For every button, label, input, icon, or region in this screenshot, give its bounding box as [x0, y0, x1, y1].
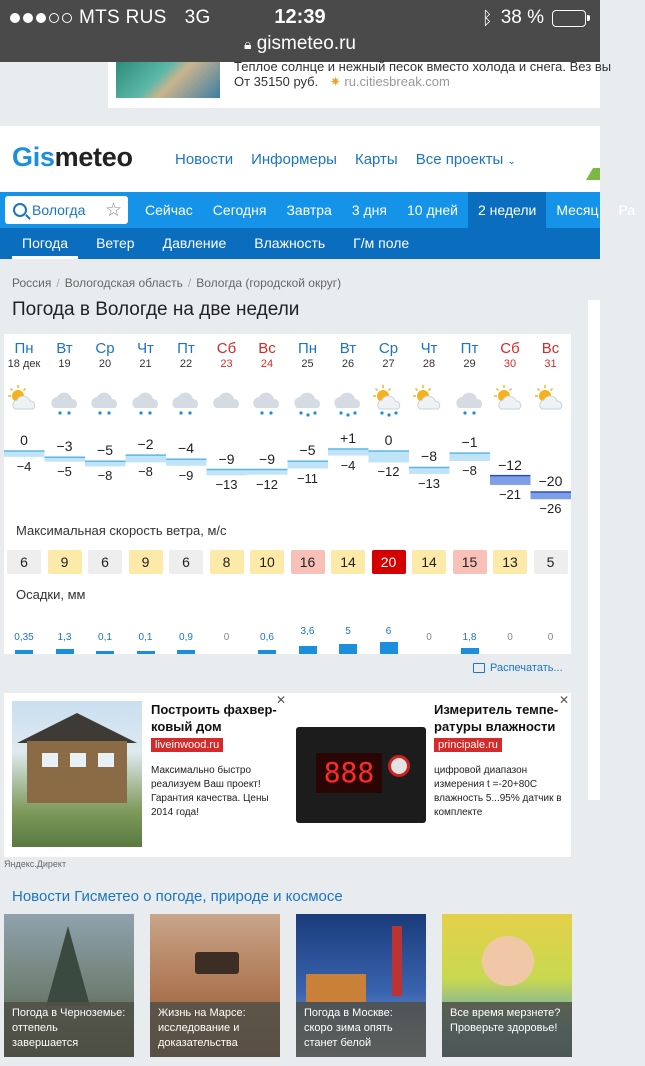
subtab-wind[interactable]: Ветер — [96, 235, 135, 251]
day-name: Вт — [339, 340, 357, 357]
day-date: 20 — [98, 358, 112, 370]
url-text: gismeteo.ru — [256, 33, 356, 54]
day-column — [450, 340, 490, 370]
temp-max: +1 — [340, 430, 356, 446]
status-bar — [0, 0, 600, 62]
temp-max: −9 — [218, 450, 235, 467]
day-date: 22 — [179, 358, 193, 370]
breadcrumb: Россия / Вологодская область / Вологда (городской округ) — [12, 276, 342, 290]
breadcrumb-region[interactable]: Вологодская область — [64, 276, 183, 290]
day-date: 25 — [301, 358, 314, 370]
day-column — [85, 340, 125, 370]
wind-speed: 14 — [331, 550, 365, 574]
temp-min: −21 — [498, 486, 522, 502]
precip-bar — [380, 642, 398, 654]
precip-bar — [15, 650, 33, 654]
network-type: 3G — [184, 7, 211, 28]
tab-tomorrow[interactable]: Завтра — [286, 202, 332, 218]
temp-min: −13 — [215, 477, 238, 493]
precip-section-label: Осадки, мм — [16, 587, 86, 602]
tab-3-days[interactable]: 3 дня — [351, 202, 387, 218]
day-date: 31 — [544, 358, 557, 370]
temp-band — [85, 461, 126, 466]
yandex-direct-label[interactable]: Яндекс.Директ — [4, 859, 67, 869]
temp-band — [126, 455, 167, 462]
print-link[interactable] — [473, 662, 563, 674]
precip-bar — [56, 649, 74, 654]
search-input[interactable]: Вологда — [32, 202, 86, 218]
temp-band — [166, 459, 207, 466]
sun-cloud-icon — [531, 384, 571, 418]
temp-min: −8 — [462, 463, 477, 478]
day-name: Пт — [177, 340, 195, 357]
day-name: Чт — [420, 340, 438, 357]
nav-all-projects-label: Все проекты — [415, 151, 504, 168]
day-column — [531, 340, 571, 370]
print-label: Распечатать... — [490, 662, 563, 674]
news-heading[interactable]: Новости Гисметео о погоде, природе и космосе — [12, 888, 343, 905]
wind-speed: 20 — [372, 550, 406, 574]
tab-more[interactable]: Ра — [618, 202, 636, 218]
nav-all-projects[interactable] — [416, 151, 516, 168]
wind-speed: 13 — [493, 550, 527, 574]
temp-min: −26 — [539, 501, 562, 517]
nav-informers[interactable]: Информеры — [251, 151, 337, 168]
ad-source-text: ru.citiesbreak.com — [344, 74, 450, 89]
forecast-panel — [4, 334, 571, 654]
precip-value: 0 — [426, 632, 432, 643]
subtab-geomagnetic[interactable]: Г/м поле — [353, 235, 410, 251]
precip-bar — [177, 650, 195, 654]
house-ad-image[interactable] — [12, 701, 142, 847]
heavy-snow-icon — [328, 384, 368, 418]
wind-speed: 8 — [210, 550, 244, 574]
wind-speed: 15 — [453, 550, 487, 574]
city-search[interactable] — [5, 196, 128, 224]
wind-speed: 6 — [88, 550, 122, 574]
temp-band — [490, 476, 531, 485]
favorite-star-icon[interactable]: ☆ — [104, 199, 122, 221]
precip-value: 0 — [507, 632, 513, 643]
temp-max: −3 — [56, 438, 73, 455]
precip-bar — [461, 648, 479, 654]
temp-max: 0 — [384, 432, 393, 449]
news-caption: Погода в Москве: скоро зима опять станет белой — [296, 1002, 426, 1057]
bluetooth-icon: ᛒ — [481, 7, 493, 28]
ad-1-source[interactable]: liveinwood.ru — [151, 738, 223, 752]
day-column — [409, 340, 449, 370]
nav-maps[interactable]: Карты — [354, 151, 398, 168]
sun-cloud-icon — [4, 384, 44, 418]
top-ad-banner[interactable] — [108, 59, 612, 108]
precip-bar — [96, 651, 114, 654]
page-title: Погода в Вологде на две недели — [12, 299, 300, 320]
direct-ads — [4, 693, 571, 857]
clock: 12:39 — [274, 6, 326, 28]
day-name: Вт — [56, 340, 73, 357]
precip-bar — [258, 650, 276, 654]
sun-icon: ✷ — [329, 74, 341, 89]
precip-value: 3,6 — [300, 626, 315, 637]
day-date: 23 — [220, 358, 233, 370]
battery-icon — [552, 10, 586, 27]
precip-value: 0 — [223, 632, 230, 643]
precip-value: 6 — [385, 626, 392, 637]
news-card[interactable] — [296, 914, 426, 1057]
precip-value: 5 — [345, 626, 351, 637]
precip-value: 1,3 — [57, 632, 72, 643]
tab-now[interactable]: Сейчас — [145, 202, 193, 218]
cloud-icon — [207, 384, 247, 418]
day-date: 24 — [260, 358, 274, 370]
precip-bar — [299, 646, 317, 654]
temp-band — [247, 470, 288, 475]
address-bar[interactable] — [0, 33, 600, 55]
wind-speed: 5 — [534, 550, 568, 574]
temp-band — [531, 492, 572, 499]
day-date: 21 — [139, 358, 152, 370]
right-side-panel — [588, 300, 600, 800]
news-caption: Все время мерзнете? Проверьте здоровье! — [442, 1002, 572, 1057]
logo-part-2: meteo — [54, 142, 133, 172]
precip-bar — [137, 651, 155, 654]
wind-speed: 16 — [291, 550, 325, 574]
nav-news[interactable]: Новости — [175, 151, 234, 168]
temp-min: −9 — [178, 467, 194, 483]
ad-1-close-icon[interactable]: ✕ — [276, 693, 287, 707]
ad-2-knob — [388, 755, 410, 777]
day-name: Сб — [216, 340, 237, 357]
temp-max: −5 — [299, 442, 316, 459]
precip-value: 0,1 — [98, 632, 112, 643]
ad-2-body: цифровой диапазон измерения t =-20+80С влажность 5...95% датчик в комплекте — [434, 765, 562, 818]
day-date: 30 — [503, 358, 517, 370]
precip-value: 0 — [547, 632, 554, 643]
day-date: 26 — [341, 358, 355, 370]
precip-value: 0,1 — [138, 632, 153, 643]
temp-max: −4 — [178, 440, 194, 457]
lock-icon: 🔒︎ — [243, 36, 252, 52]
temp-band — [409, 467, 450, 474]
temp-max: −5 — [97, 442, 113, 459]
wind-section-label: Максимальная скорость ветра, м/с — [16, 523, 227, 538]
sun-snow-icon — [369, 384, 409, 418]
ad-2-title[interactable]: Измеритель темпе-ратуры влажности — [434, 702, 559, 734]
day-name: Чт — [137, 340, 154, 357]
day-name: Пн — [297, 340, 318, 357]
tab-month[interactable]: Месяц — [556, 202, 599, 218]
snow-cloud-icon — [126, 384, 166, 418]
day-name: Вс — [541, 340, 560, 357]
temp-min: −8 — [97, 468, 113, 484]
day-name: Вс — [258, 340, 276, 357]
temp-band — [207, 470, 248, 476]
day-name: Ср — [378, 340, 399, 357]
day-date: 29 — [463, 358, 476, 370]
news-card[interactable] — [442, 914, 572, 1057]
precip-bar — [339, 644, 357, 655]
day-name: Ср — [95, 340, 115, 357]
wind-speed: 9 — [129, 550, 163, 574]
precip-value: 0,9 — [179, 632, 193, 643]
temp-min: −13 — [417, 475, 441, 491]
day-column — [207, 340, 247, 370]
temp-min: −8 — [138, 464, 153, 480]
logo-part-1: Gis — [12, 142, 55, 172]
news-caption: Жизнь на Марсе: исследование и доказательства — [150, 1002, 280, 1057]
subtab-humidity[interactable]: Влажность — [254, 235, 326, 251]
ad-2-source[interactable]: principale.ru — [434, 738, 502, 752]
tab-10-days[interactable]: 10 дней — [406, 202, 458, 218]
temp-band — [450, 453, 491, 461]
site-logo[interactable] — [12, 142, 133, 173]
day-name: Пн — [14, 340, 34, 357]
temp-band — [4, 451, 45, 457]
temp-max: −9 — [259, 450, 275, 467]
news-card[interactable] — [150, 914, 280, 1057]
wind-speed: 6 — [169, 550, 203, 574]
news-card[interactable] — [4, 914, 134, 1057]
snow-cloud-icon — [450, 384, 490, 418]
ad-text: Теплое солнце и нежный песок вместо холода и снега. Вез вы — [234, 59, 612, 74]
wind-speed: 9 — [48, 550, 82, 574]
chevron-down-icon: ⌄ — [507, 156, 516, 167]
day-date: 27 — [382, 358, 395, 370]
period-nav — [0, 192, 636, 228]
temp-max: −2 — [137, 436, 154, 453]
tab-2-weeks[interactable]: 2 недели — [468, 192, 546, 228]
ad-image — [116, 62, 220, 98]
ad-source — [330, 74, 450, 89]
temp-min: −4 — [340, 457, 356, 473]
temp-max: −1 — [461, 434, 478, 451]
ad-1-title[interactable]: Построить фахвер-ковый дом — [151, 702, 277, 734]
heavy-snow-icon — [288, 384, 328, 418]
wind-speed: 6 — [7, 550, 41, 574]
day-column — [166, 340, 206, 370]
subtype-nav — [0, 228, 600, 259]
breadcrumb-city[interactable]: Вологда (городской округ) — [196, 276, 342, 290]
day-column — [369, 340, 409, 370]
thermometer-ad-image[interactable] — [296, 727, 426, 823]
status-right — [482, 7, 586, 29]
ad-2-close-icon[interactable]: ✕ — [559, 693, 570, 707]
day-column — [247, 340, 287, 370]
sun-cloud-icon — [409, 384, 449, 418]
wind-speed: 14 — [412, 550, 446, 574]
snow-cloud-icon — [247, 384, 287, 418]
carrier-name: MTS RUS — [79, 7, 167, 28]
sun-cloud-icon — [490, 384, 530, 418]
day-column — [126, 340, 166, 370]
ad-price — [234, 74, 450, 90]
ad-1-body: Максимально быстро реализуем Ваш проект! Гарантия качества. Цены 2014 года! — [151, 765, 269, 818]
temp-min: −5 — [57, 463, 72, 479]
subtab-pressure[interactable]: Давление — [162, 235, 227, 251]
breadcrumb-country[interactable]: Россия — [12, 276, 52, 290]
temp-min: −11 — [296, 470, 319, 486]
day-date: 18 дек — [7, 358, 41, 370]
ad-2-display: 888 — [316, 753, 382, 793]
top-nav — [175, 151, 516, 168]
snow-cloud-icon — [45, 384, 85, 418]
period-tabs — [135, 192, 645, 228]
temp-max: 0 — [20, 432, 28, 449]
day-name: Сб — [500, 340, 520, 357]
printer-icon — [473, 663, 485, 673]
temp-band — [369, 451, 410, 462]
search-icon — [13, 203, 27, 217]
tree-icon — [586, 164, 600, 180]
day-column — [4, 340, 44, 370]
wind-speed: 10 — [250, 550, 284, 574]
day-column — [328, 340, 368, 370]
precip-value: 1,8 — [462, 632, 477, 643]
battery-percent: 38 % — [500, 7, 544, 28]
temp-max: −12 — [498, 456, 522, 473]
precip-value: 0,35 — [14, 632, 34, 643]
day-column — [45, 340, 85, 370]
temp-max: −20 — [538, 473, 563, 490]
day-name: Пт — [460, 340, 479, 357]
subtab-weather[interactable]: Погода — [12, 228, 78, 259]
day-column — [490, 340, 530, 370]
temp-min: −12 — [255, 476, 279, 492]
temp-band — [328, 449, 369, 456]
day-date: 19 — [58, 358, 71, 370]
temp-max: −8 — [421, 448, 437, 465]
site-header — [0, 126, 600, 192]
temp-min: −4 — [16, 458, 32, 474]
temp-band — [288, 461, 329, 468]
ad-price-value: От 35150 руб. — [234, 74, 319, 89]
tab-today[interactable]: Сегодня — [212, 202, 267, 218]
temp-min: −12 — [377, 464, 400, 480]
snow-cloud-icon — [85, 384, 125, 418]
snow-cloud-icon — [166, 384, 206, 418]
day-date: 28 — [422, 358, 436, 370]
news-caption: Погода в Черноземье: оттепель завершается — [4, 1002, 134, 1057]
day-column — [288, 340, 328, 370]
precip-value: 0,6 — [260, 632, 274, 643]
